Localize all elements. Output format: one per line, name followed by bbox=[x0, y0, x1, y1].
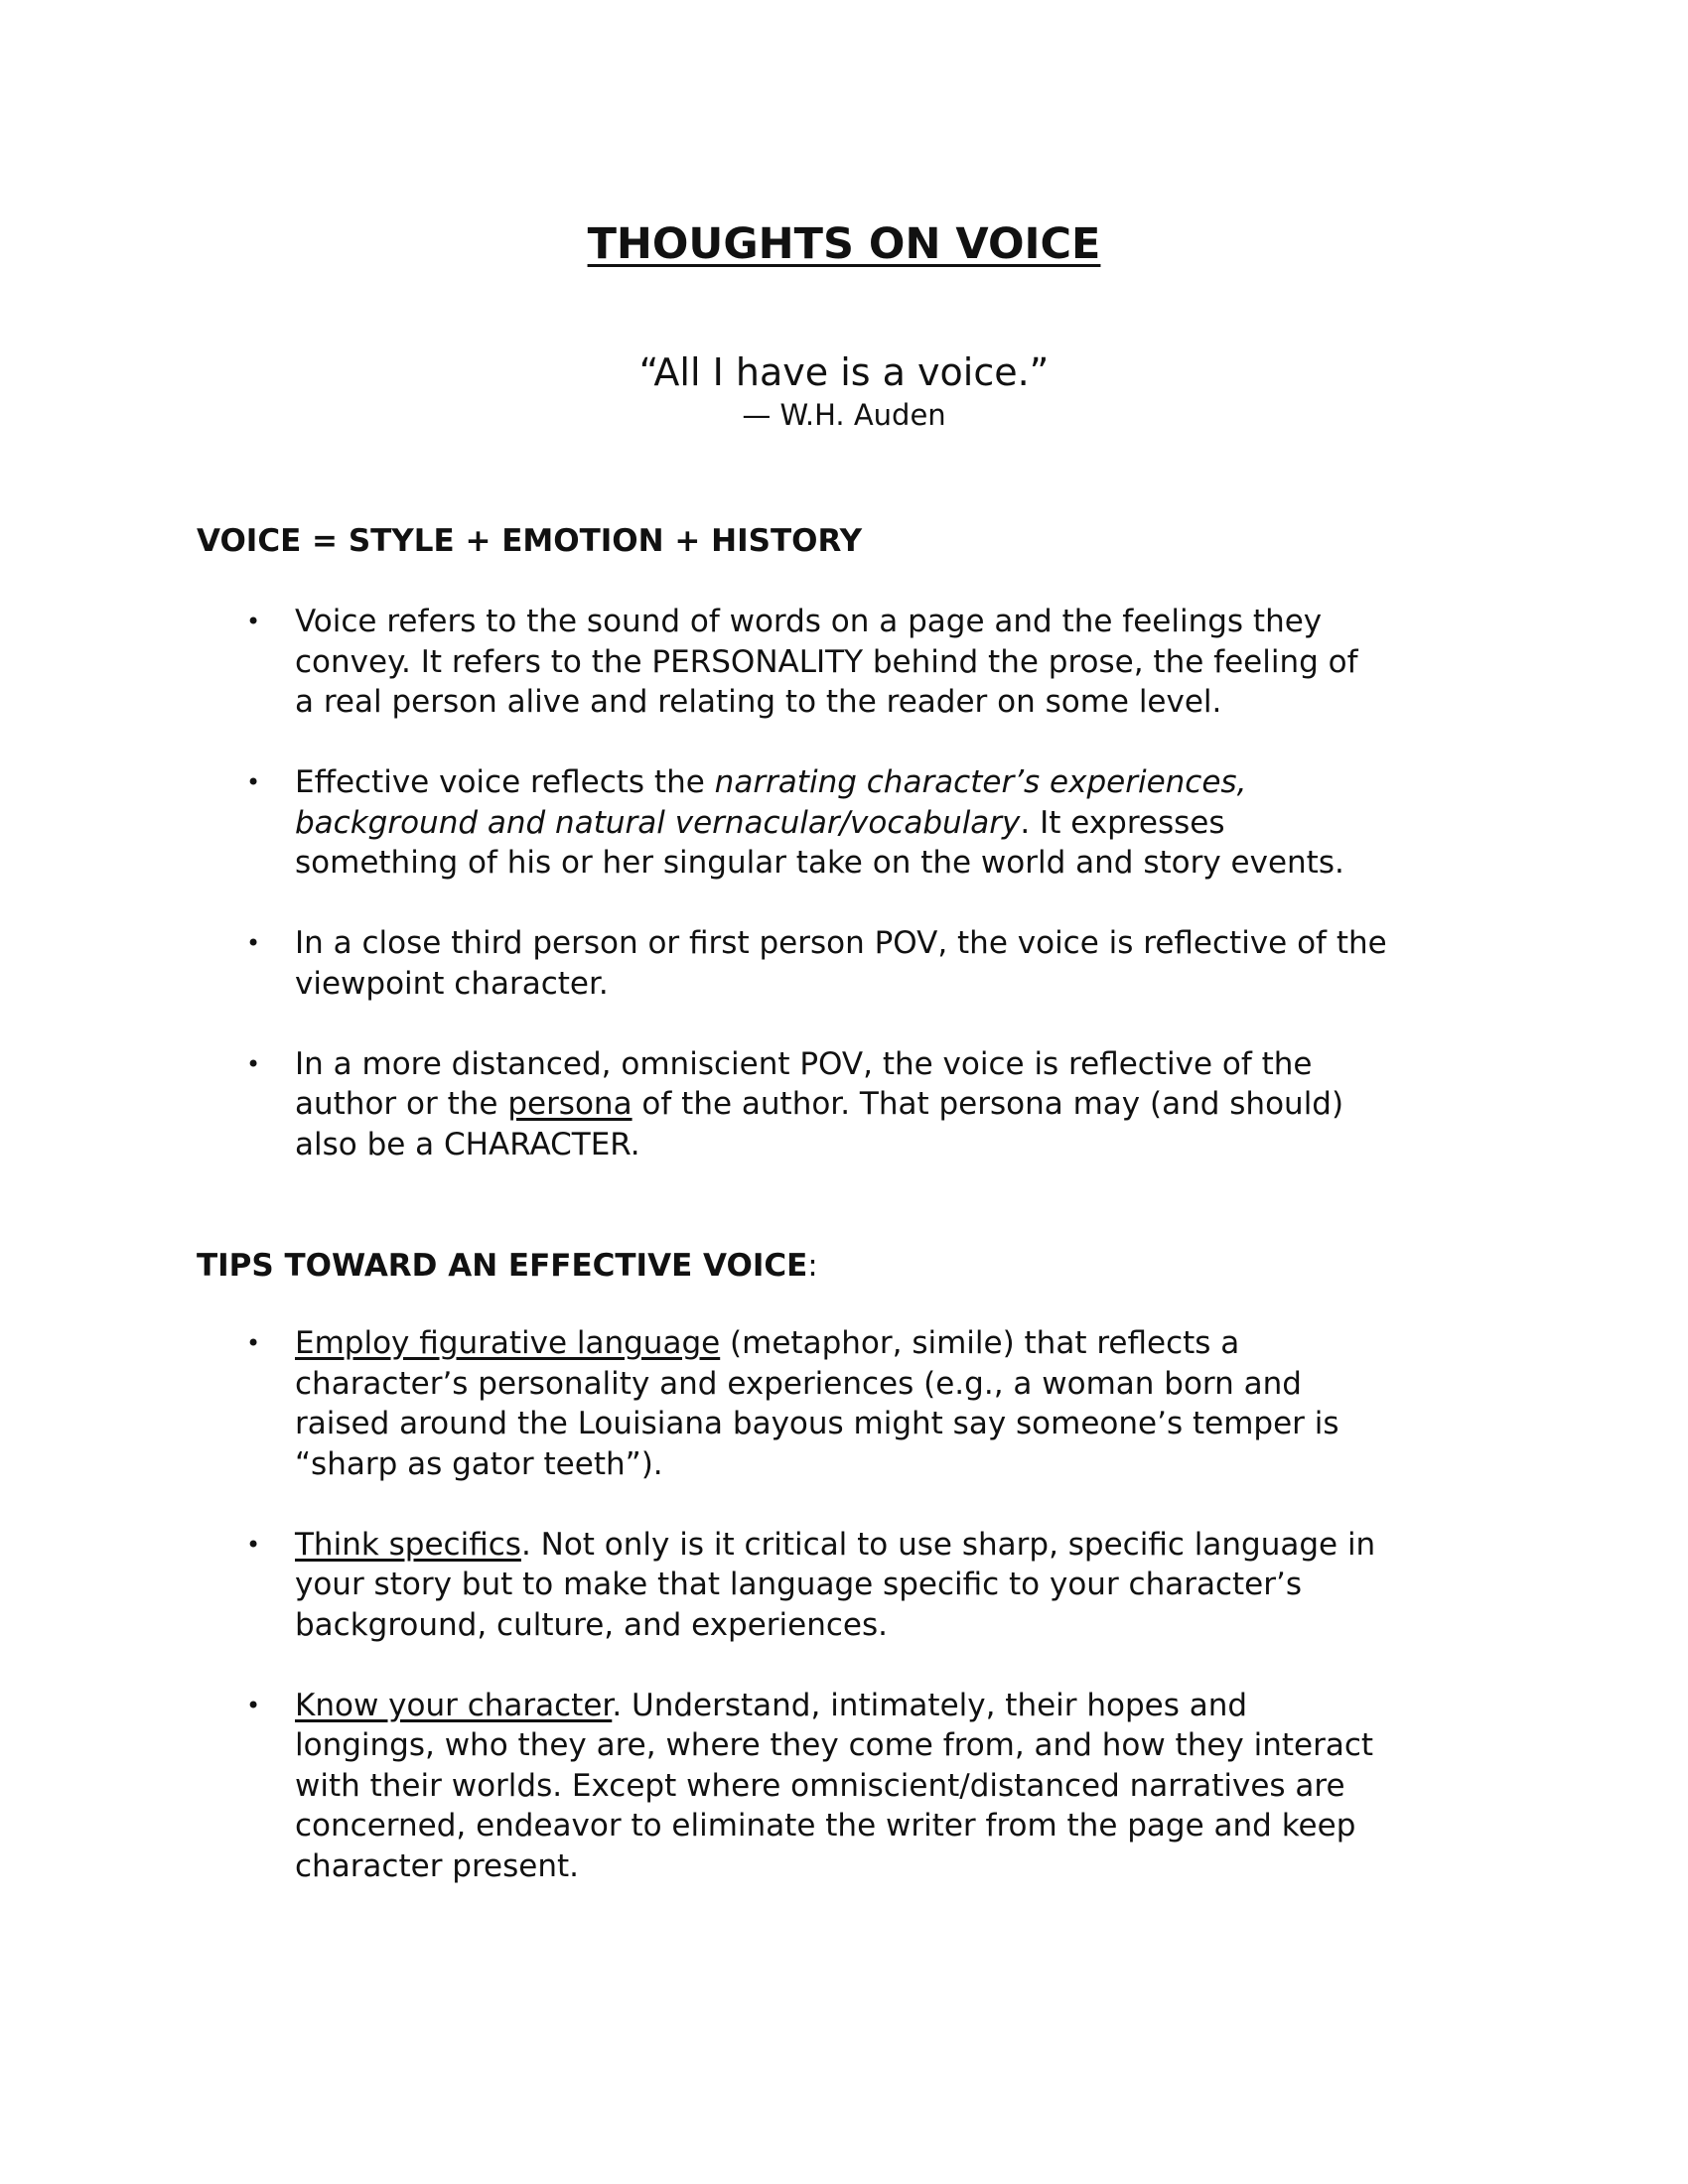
list-item-line bbox=[295, 1525, 1546, 1566]
bullet-icon: • bbox=[246, 1329, 261, 1357]
text-segment: . It expresses bbox=[1020, 804, 1225, 841]
list-item-line: with their worlds. Except where omniscient/distanced narratives are bbox=[295, 1767, 1345, 1804]
list-item bbox=[0, 762, 1546, 884]
list-item-line: viewpoint character. bbox=[295, 965, 609, 1002]
underlined-text: Know your character bbox=[295, 1687, 613, 1723]
text-segment: . Not only is it critical to use sharp, specific language in bbox=[520, 1526, 1376, 1563]
list-item-line: also be a CHARACTER. bbox=[295, 1126, 640, 1162]
page-title: THOUGHTS ON VOICE bbox=[587, 219, 1101, 269]
list-item-line: longings, who they are, where they come from, and how they interact bbox=[295, 1727, 1374, 1763]
list-item-line: convey. It refers to the PERSONALITY behind the prose, the feeling of bbox=[295, 643, 1358, 680]
bullet-icon: • bbox=[246, 768, 261, 796]
underlined-text: persona bbox=[507, 1086, 633, 1122]
list-item-line: background, culture, and experiences. bbox=[295, 1606, 889, 1643]
text-segment: Effective voice reflects the bbox=[295, 764, 715, 800]
list-item-line bbox=[295, 762, 1546, 803]
list-item-line bbox=[295, 1686, 1546, 1726]
heading-colon: : bbox=[807, 1248, 818, 1284]
list-item-line: Voice refers to the sound of words on a page and the feelings they bbox=[295, 604, 1323, 639]
voice-bullet-list bbox=[0, 602, 1688, 1205]
list-item-line: your story but to make that language specific to your character’s bbox=[295, 1567, 1303, 1602]
bullet-icon: • bbox=[246, 929, 261, 957]
tips-bullet-list bbox=[0, 1323, 1688, 1927]
bullet-icon: • bbox=[246, 1049, 261, 1078]
epigraph-attribution: — W.H. Auden bbox=[742, 398, 946, 432]
epigraph-quote: “All I have is a voice.” bbox=[638, 350, 1050, 394]
italic-text: narrating character’s experiences, bbox=[714, 764, 1247, 800]
list-item-line: something of his or her singular take on the world and story events. bbox=[295, 845, 1344, 881]
text-segment: (metaphor, simile) that reflects a bbox=[720, 1325, 1240, 1361]
bullet-icon: • bbox=[246, 608, 261, 635]
list-item-line bbox=[295, 1323, 1546, 1364]
text-segment: author or the bbox=[295, 1086, 508, 1122]
bullet-icon: • bbox=[246, 1691, 261, 1719]
section-heading-voice-formula: VOICE = STYLE + EMOTION + HISTORY bbox=[197, 523, 863, 559]
heading-text: TIPS TOWARD AN EFFECTIVE VOICE bbox=[197, 1248, 808, 1284]
underlined-text: Employ figurative language bbox=[295, 1325, 721, 1361]
section-heading-tips bbox=[197, 1246, 818, 1286]
italic-text: background and natural vernacular/vocabulary bbox=[295, 804, 1021, 841]
underlined-text: Think specifics bbox=[295, 1526, 521, 1563]
list-item bbox=[0, 1686, 1546, 1887]
list-item bbox=[0, 602, 1546, 723]
list-item-line: character present. bbox=[295, 1847, 579, 1884]
list-item-line: raised around the Louisiana bayous might say someone’s temper is bbox=[295, 1406, 1339, 1441]
text-segment: of the author. That persona may (and should) bbox=[632, 1086, 1344, 1122]
list-item-line bbox=[295, 1084, 1546, 1125]
bullet-icon: • bbox=[246, 1530, 261, 1559]
list-item-line bbox=[295, 803, 1546, 844]
list-item bbox=[0, 1525, 1546, 1646]
list-item bbox=[0, 1323, 1546, 1484]
list-item bbox=[0, 1044, 1546, 1165]
text-segment: . Understand, intimately, their hopes and bbox=[612, 1687, 1248, 1723]
list-item-line: concerned, endeavor to eliminate the writer from the page and keep bbox=[295, 1808, 1356, 1843]
list-item-line: “sharp as gator teeth”). bbox=[295, 1445, 663, 1482]
list-item-line: a real person alive and relating to the reader on some level. bbox=[295, 684, 1222, 720]
list-item-line: In a close third person or first person POV, the voice is reflective of the bbox=[295, 925, 1387, 961]
list-item-line: In a more distanced, omniscient POV, the voice is reflective of the bbox=[295, 1045, 1313, 1082]
list-item bbox=[0, 923, 1546, 1004]
list-item-line: character’s personality and experiences (e.g., a woman born and bbox=[295, 1365, 1302, 1402]
